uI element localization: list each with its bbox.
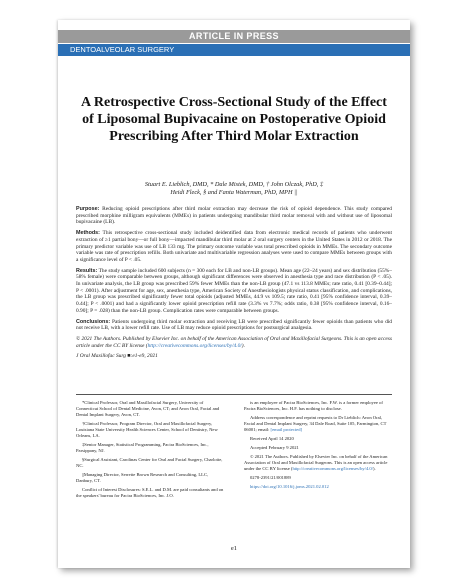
article-in-press-banner: ARTICLE IN PRESS	[58, 30, 410, 43]
article-page	[58, 20, 410, 568]
issn: 0278-2391/21/001889	[250, 475, 291, 480]
copyright-text: © 2021 The Authors. Published by Elsevier Inc. on behalf of the American Association of Oral and Maxillofacial Surgeons. This is an open access article under the CC BY license (	[244, 454, 388, 471]
abstract	[76, 206, 392, 364]
methods-label: Methods:	[76, 230, 100, 237]
journal-citation: J Oral Maxillofac Surg ■:e1-e9, 2021	[76, 353, 158, 360]
footnote: *Clinical Professor, Oral and Maxillofacial Surgery, University of Connecticut School of Dental Medicine, Avon, CT; and Avon Oral, Facial and Dental Implant Surgery, Avon, CT.	[76, 400, 220, 417]
footnote: †Clinical Professor, Program Director, Oral and Maxillofacial Surgery, Louisiana State University Health Sciences Center, School of Dentistry, New Orleans, LA.	[76, 421, 218, 438]
license-link[interactable]: http://creativecommons.org/licenses/by/4.0/	[292, 466, 373, 471]
footnotes-right-column	[244, 400, 392, 493]
footnote: ||Managing Director, Serrette Brown Research and Consulting, LLC, Danbury, CT.	[76, 472, 209, 483]
abstract-purpose	[76, 206, 392, 226]
received-date: Received April 14 2020	[250, 436, 294, 441]
results-label: Results:	[76, 267, 98, 274]
correspondence-address	[244, 415, 392, 433]
abstract-conclusions	[76, 319, 392, 332]
copyright-text: © 2021 The Authors. Published by Elsevier Inc. on behalf of the American Association of Oral and Maxillofacial Surgeons. This is an open access article under the CC BY license (	[76, 335, 392, 349]
copyright-end: ).	[241, 342, 245, 349]
footnote: §Surgical Assistant, Carolinas Center for Oral and Facial Surgery, Charlotte, NC.	[76, 457, 223, 468]
authors-line-2: Heidi Fleck, § and Fanta Waterman, PhD, MPH ||	[170, 189, 298, 196]
abstract-copyright	[76, 336, 392, 349]
footnote-continued: is an employee of Pacira BioSciences, Inc. F.W. is a former employee of Pacira BioSciences, Inc. H.F. has nothing to disclose.	[244, 400, 383, 411]
abstract-methods	[76, 230, 392, 264]
footnote-copyright	[244, 454, 392, 472]
methods-text: This retrospective cross-sectional study included deidentified data from electronic medical records of patients who underwent extraction of ≥1 partial bony—or full bony—impacted mandibular third molar at 2 oral surgery centers in the United States in 2012 or 2018. The primary predictor variable was use of LB 133 mg. The primary outcome variable was total prescribed opioids in MMEs. The secondary outcome variable was rate of prescription refills. Both univariate and multivariable regression analyses were used to compare MMEs between groups with a significance level of P < .05.	[76, 230, 392, 263]
divider	[76, 394, 392, 395]
purpose-label: Purpose:	[76, 206, 100, 212]
section-bar: DENTOALVEOLAR SURGERY	[58, 44, 410, 56]
footnote: Conflict of Interest Disclosures: S.E.L. and D.M. are paid consultants and on the speakers' bureau for Pacira BioSciences, Inc. J.O.	[76, 487, 224, 498]
address-text: Address correspondence and reprint requests to Dr Lieblich: Avon Oral, Facial and Dental Implant Surgery, 34 Dale Road, Suite 105, Farmington, CT 06001; email:	[244, 415, 387, 432]
purpose-text: Reducing opioid prescriptions after third molar extraction may decrease the risk of opioid dependence. This study compared prescribed morphine milligram equivalents (MMEs) in patients undergoing mandibular third molar removal with and without use of liposomal bupivacaine (LB).	[76, 206, 392, 226]
email-link[interactable]: [email protected]	[270, 427, 303, 432]
conclusions-text: Patients undergoing third molar extraction and receiving LB were prescribed significantly fewer opioids than patients who did not receive LB, with a lower refill rate. Use of LB may reduce opioid prescriptions for postsurgical analgesia.	[76, 318, 392, 332]
author-list	[88, 181, 380, 197]
abstract-results	[76, 268, 392, 315]
doi-link[interactable]: https://doi.org/10.1016/j.joms.2021.02.012	[250, 484, 329, 489]
footnotes-left-column	[76, 400, 224, 502]
footnote: ‡Senior Manager, Statistical Programming, Pacira BioSciences, Inc., Parsippany, NJ.	[76, 442, 209, 453]
accepted-date: Accepted February 9 2021	[250, 445, 299, 450]
copyright-end: ).	[372, 466, 376, 471]
page-number: e1	[230, 545, 238, 552]
license-link[interactable]: http://creativecommons.org/licenses/by/4.0/	[147, 342, 242, 349]
article-title: A Retrospective Cross-Sectional Study of the Effect of Liposomal Bupivacaine on Postoperative Opioid Prescribing After Third Molar Extraction	[81, 95, 387, 144]
results-text: The study sample included 600 subjects (n = 300 each for LB and non-LB groups). Mean age (22–24 years) and sex distribution (55%–58% female) were comparable between groups, although significant differences were observed in anesthesia type and race distribution (P < .05). In univariate analysis, the LB group was prescribed 59% fewer MMEs than the non-LB group (47.1 vs 113.8 MMEs; rate ratio, 0.41 [0.39–0.44]; P < .0001). After adjustment for age, sex, anesthesia type, American Society of Anesthesiologists physical status classification, and complications, the LB group was prescribed significantly fewer total opioids (adjusted MMEs, 44.9 vs 109.5; rate ratio, 0.41 [95% confidence interval, 0.39–0.44]; P < .0001) and had a significantly lower opioid prescription refill rate (3.3% vs 7.7%; odds ratio, 0.38 [95% confidence interval, 0.16–0.90]; P = .028) than the non-LB group. Complication rates were comparable between groups.	[76, 267, 392, 314]
authors-line-1: Stuart E. Lieblich, DMD, * Dale Mistek, DMD, † John Olczak, PhD, ‡	[144, 181, 324, 188]
conclusions-label: Conclusions:	[76, 318, 111, 325]
